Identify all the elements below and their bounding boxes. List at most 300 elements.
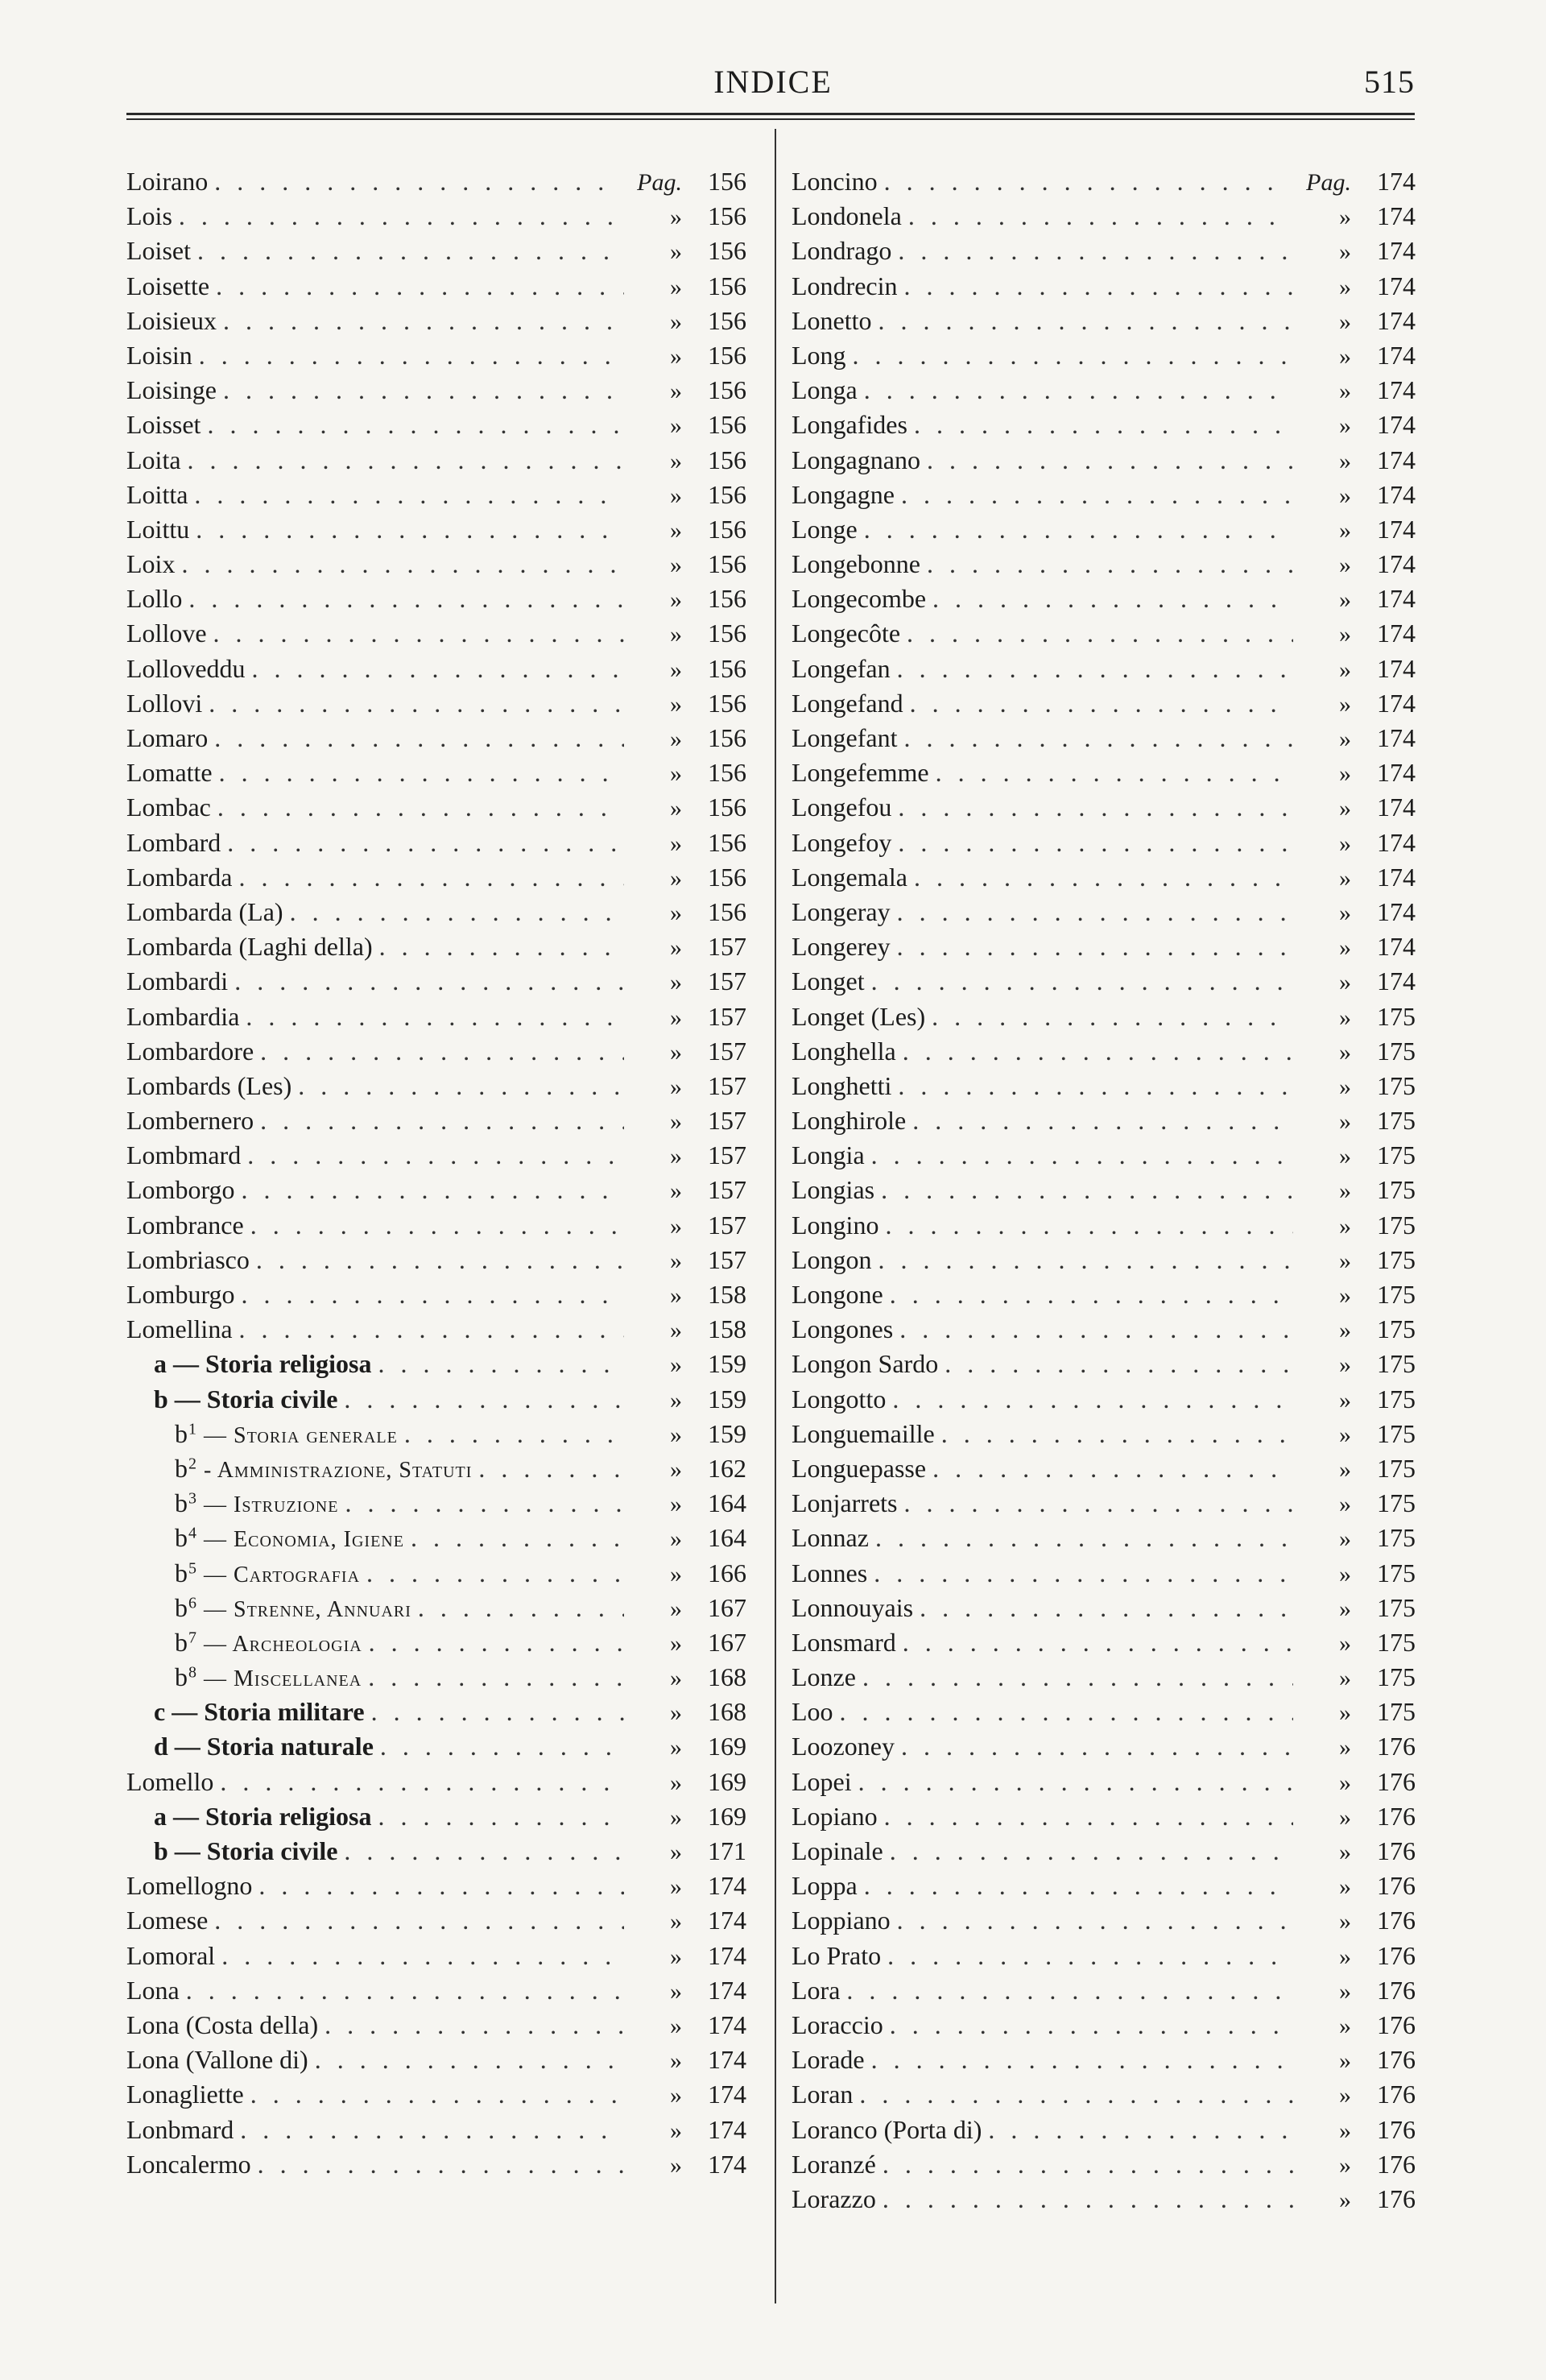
- index-entry: [126, 1277, 746, 1312]
- page-marker: »: [670, 1143, 682, 1170]
- page-reference: 159: [708, 1418, 746, 1448]
- entry-name: Loittu: [126, 514, 190, 544]
- leader-dots: [291, 1069, 624, 1103]
- index-entry: [126, 2147, 746, 2182]
- entry-name: Lomburgo: [126, 1280, 235, 1309]
- entry-name: a — Storia religiosa: [154, 1801, 372, 1831]
- index-entry: [126, 1695, 746, 1729]
- leader-dots: [876, 2182, 1293, 2217]
- page-marker: »: [670, 2047, 682, 2075]
- leader-dots: [896, 1034, 1293, 1069]
- index-entry: [126, 860, 746, 895]
- leader-dots: [362, 1625, 624, 1660]
- index-entry: [792, 1417, 1416, 1451]
- page-marker: »: [670, 2151, 682, 2179]
- page-reference: 156: [708, 201, 746, 231]
- leader-dots: [244, 2077, 624, 2112]
- leader-dots: [920, 443, 1293, 478]
- leader-dots: [891, 652, 1293, 686]
- index-entry: [792, 547, 1416, 582]
- entry-name: Loran: [792, 2080, 854, 2109]
- index-entry: [126, 1000, 746, 1034]
- leader-dots: [926, 582, 1293, 616]
- page-reference: 174: [708, 1871, 746, 1901]
- page-marker: »: [1339, 1560, 1351, 1587]
- entry-name: Lonnes: [792, 1558, 868, 1587]
- page-reference: 175: [1377, 1488, 1416, 1518]
- page-reference: 167: [708, 1592, 746, 1622]
- page-marker: »: [670, 308, 682, 335]
- index-entry: [792, 686, 1416, 721]
- entry-name: [175, 1486, 338, 1522]
- page-reference: 176: [1377, 1940, 1416, 1970]
- page-reference: 156: [708, 167, 746, 196]
- entry-name: Longafides: [792, 410, 907, 440]
- page-reference: 174: [1377, 862, 1416, 892]
- leader-dots: [362, 1660, 624, 1695]
- page-reference: 171: [708, 1836, 746, 1865]
- index-entry: [126, 304, 746, 338]
- page-marker: »: [670, 1386, 682, 1414]
- page-reference: 174: [1377, 584, 1416, 614]
- page-reference: 156: [708, 584, 746, 614]
- page-reference: 175: [1377, 1349, 1416, 1379]
- page-reference: 174: [1377, 514, 1416, 544]
- leader-dots: [208, 164, 621, 199]
- page-reference: 175: [1377, 1175, 1416, 1205]
- page-marker: »: [670, 621, 682, 648]
- entry-name: Longone: [792, 1280, 883, 1309]
- leader-dots: [906, 1103, 1293, 1138]
- page-reference: 176: [1377, 1871, 1416, 1901]
- page-reference: 176: [1377, 2045, 1416, 2075]
- leader-dots: [895, 478, 1293, 512]
- page-reference: 174: [1377, 896, 1416, 926]
- page-reference: 156: [708, 445, 746, 474]
- index-entry: [126, 1138, 746, 1173]
- entry-name: Lombac: [126, 793, 211, 822]
- page-marker: »: [670, 864, 682, 892]
- leader-dots: [209, 269, 624, 304]
- page-reference: 164: [708, 1523, 746, 1553]
- leader-dots: [878, 1208, 1293, 1243]
- entry-name: Lonetto: [792, 305, 872, 335]
- entry-name: Lomellogno: [126, 1871, 253, 1901]
- leader-dots: [207, 616, 624, 651]
- index-entry: [126, 1312, 746, 1347]
- page-marker: »: [670, 552, 682, 579]
- entry-name: Longhirole: [792, 1106, 907, 1136]
- entry-name: Loiset: [126, 236, 191, 266]
- page-reference: 174: [708, 2149, 746, 2179]
- index-entry: [792, 199, 1416, 234]
- index-entry: [126, 1451, 746, 1486]
- entry-name: Lomatte: [126, 758, 213, 788]
- leader-dots: [235, 1173, 624, 1207]
- index-column-right: [792, 164, 1416, 2217]
- leader-dots: [913, 1591, 1293, 1625]
- leader-dots: [213, 1765, 624, 1799]
- index-entry: [792, 338, 1416, 373]
- leader-dots: [891, 234, 1293, 268]
- page-marker: »: [670, 1595, 682, 1622]
- entry-name: Lona: [126, 1975, 180, 2005]
- entry-name: Loozoney: [792, 1732, 895, 1761]
- leader-dots: [935, 1417, 1293, 1451]
- entry-name: Lombriasco: [126, 1244, 250, 1274]
- page-marker: »: [1339, 1282, 1351, 1309]
- index-entry: [792, 1729, 1416, 1764]
- page-reference: 156: [708, 758, 746, 788]
- entry-name: Lonbmard: [126, 2114, 234, 2144]
- leader-dots: [337, 1834, 624, 1869]
- page-marker: »: [1339, 1491, 1351, 1518]
- entry-name: Long: [792, 340, 846, 370]
- leader-dots: [372, 1347, 625, 1381]
- entry-name: Longeray: [792, 896, 891, 926]
- leader-dots: [338, 1486, 624, 1521]
- entry-name: Loranzé: [792, 2149, 876, 2179]
- page-reference: 174: [708, 1906, 746, 1935]
- page-marker: »: [670, 899, 682, 926]
- page-marker: »: [1339, 795, 1351, 822]
- page-reference: 174: [1377, 305, 1416, 335]
- entry-name: d — Storia naturale: [154, 1732, 374, 1761]
- leader-dots: [200, 408, 624, 442]
- entry-name: Lombrance: [126, 1210, 244, 1240]
- entry-name: Longon: [792, 1244, 872, 1274]
- entry-name: b — Storia civile: [154, 1384, 338, 1414]
- page-reference: 157: [708, 966, 746, 996]
- index-entry: [126, 826, 746, 860]
- entry-name: Loisinge: [126, 375, 217, 405]
- entry-label: b: [175, 1453, 188, 1483]
- page-reference: 176: [1377, 1906, 1416, 1935]
- entry-label: b: [175, 1523, 188, 1553]
- index-entry: [792, 1799, 1416, 1834]
- index-entry: [126, 755, 746, 790]
- page-reference: 159: [708, 1349, 746, 1379]
- entry-label: b: [175, 1627, 188, 1657]
- entry-name: c — Storia militare: [154, 1697, 365, 1727]
- page-marker: »: [1339, 273, 1351, 300]
- entry-name: Loitta: [126, 479, 188, 509]
- page-reference: 176: [1377, 2149, 1416, 2179]
- leader-dots: [896, 1625, 1293, 1660]
- index-entry: [126, 1034, 746, 1069]
- page-marker: »: [1339, 1839, 1351, 1865]
- page-reference: 176: [1377, 2183, 1416, 2213]
- entry-name: Lollo: [126, 584, 183, 614]
- page-marker: »: [670, 1491, 682, 1518]
- page-marker: »: [670, 1873, 682, 1901]
- entry-name: Longefoy: [792, 827, 892, 857]
- page-reference: 156: [708, 549, 746, 579]
- page-marker: »: [670, 2117, 682, 2144]
- entry-name: Longefan: [792, 653, 891, 683]
- entry-name: Longefou: [792, 793, 892, 822]
- entry-name: Lombarda (La): [126, 896, 283, 926]
- entry-name: Lorazzo: [792, 2183, 876, 2213]
- page-reference: 156: [708, 305, 746, 335]
- leader-dots: [308, 2043, 624, 2077]
- index-entry: [792, 1208, 1416, 1243]
- entry-title: — Miscellanea: [197, 1666, 362, 1692]
- leader-dots: [893, 1312, 1293, 1347]
- index-entry: [792, 234, 1416, 268]
- leader-dots: [188, 478, 624, 512]
- entry-name: Longon Sardo: [792, 1349, 939, 1379]
- index-entry: [126, 652, 746, 686]
- page-marker: »: [1339, 1108, 1351, 1136]
- entry-name: Lonnouyais: [792, 1592, 914, 1622]
- page-marker: »: [1339, 308, 1351, 335]
- page-marker: »: [670, 934, 682, 962]
- leader-dots: [903, 686, 1293, 721]
- header-rule-thin: [126, 118, 1415, 120]
- page-reference: 175: [1377, 1453, 1416, 1483]
- page-marker: »: [670, 1525, 682, 1553]
- index-entry: [126, 1556, 746, 1591]
- leader-dots: [891, 790, 1293, 825]
- leader-dots: [840, 1973, 1293, 2008]
- page-marker: »: [1339, 482, 1351, 509]
- index-entry: [126, 1799, 746, 1834]
- page-marker: »: [670, 2012, 682, 2039]
- page-reference: 175: [1377, 1001, 1416, 1031]
- entry-name: Loncalermo: [126, 2149, 251, 2179]
- page-reference: 157: [708, 1106, 746, 1136]
- index-entry: [126, 234, 746, 268]
- page-reference: 176: [1377, 2080, 1416, 2109]
- index-entry: [126, 1660, 746, 1695]
- leader-dots: [241, 1138, 624, 1173]
- page-marker: »: [670, 1977, 682, 2005]
- page-marker: »: [1339, 2117, 1351, 2144]
- index-entry: [792, 1591, 1416, 1625]
- entry-name: Lombarda: [126, 862, 233, 892]
- entry-name: Longino: [792, 1210, 879, 1240]
- entry-name: [175, 1660, 362, 1696]
- page-reference: 176: [1377, 2010, 1416, 2039]
- page-marker: »: [670, 1629, 682, 1657]
- leader-dots: [895, 1729, 1293, 1764]
- index-entry: [792, 1556, 1416, 1591]
- index-entry: [126, 1382, 746, 1417]
- entry-name: Loncino: [792, 167, 878, 196]
- page-marker: »: [670, 1351, 682, 1379]
- page-marker: »: [1339, 204, 1351, 231]
- entry-name: Lombarda (Laghi della): [126, 932, 373, 962]
- page-reference: 156: [708, 723, 746, 752]
- index-entry: [126, 1103, 746, 1138]
- leader-dots: [902, 199, 1293, 234]
- page-marker: »: [670, 1943, 682, 1970]
- entry-superscript: 3: [188, 1489, 197, 1508]
- leader-dots: [172, 199, 624, 234]
- page-marker: »: [670, 238, 682, 266]
- index-entry: [126, 1729, 746, 1764]
- leader-dots: [876, 2147, 1293, 2182]
- index-column-left: [126, 164, 746, 2182]
- entry-superscript: 8: [188, 1663, 197, 1682]
- leader-dots: [472, 1451, 624, 1486]
- leader-dots: [250, 1243, 624, 1277]
- page-reference: 156: [708, 793, 746, 822]
- entry-name: Lollovi: [126, 688, 203, 718]
- leader-dots: [180, 1973, 624, 2008]
- index-entry: [792, 895, 1416, 929]
- entry-name: Lomaro: [126, 723, 209, 752]
- page-marker: »: [670, 1317, 682, 1344]
- page-reference: 175: [1377, 1697, 1416, 1727]
- index-entry: [126, 1939, 746, 1973]
- entry-name: Longhetti: [792, 1070, 892, 1100]
- leader-dots: [891, 1069, 1293, 1103]
- index-entry: [792, 1138, 1416, 1173]
- page-reference: 174: [1377, 723, 1416, 752]
- entry-name: Longefand: [792, 688, 903, 718]
- entry-superscript: 5: [188, 1559, 197, 1578]
- page-marker: »: [670, 586, 682, 614]
- index-entry: [126, 1417, 746, 1451]
- page-reference: 175: [1377, 1244, 1416, 1274]
- entry-name: Longecombe: [792, 584, 927, 614]
- entry-name: [175, 1625, 362, 1662]
- index-entry: [792, 1451, 1416, 1486]
- leader-dots: [404, 1521, 624, 1555]
- page-reference: 174: [708, 2114, 746, 2144]
- page-reference: 174: [1377, 375, 1416, 405]
- leader-dots: [867, 1556, 1293, 1591]
- entry-label: b: [175, 1488, 188, 1518]
- leader-dots: [891, 826, 1293, 860]
- entry-name: Lonagliette: [126, 2080, 244, 2109]
- page-marker: »: [670, 1038, 682, 1066]
- index-entry: [126, 1347, 746, 1381]
- entry-name: Lona (Costa della): [126, 2010, 319, 2039]
- entry-name: Loo: [792, 1697, 833, 1727]
- index-entry: [792, 1034, 1416, 1069]
- page-marker: »: [1339, 726, 1351, 752]
- index-entry: [126, 512, 746, 547]
- entry-name: Lomello: [126, 1766, 214, 1796]
- page-reference: 158: [708, 1314, 746, 1344]
- page-reference: 157: [708, 1175, 746, 1205]
- page-marker: »: [670, 204, 682, 231]
- index-entry: [792, 1869, 1416, 1903]
- page-reference: 175: [1377, 1627, 1416, 1657]
- index-entry: [126, 1973, 746, 2008]
- entry-name: [175, 1521, 404, 1557]
- entry-name: Loita: [126, 445, 181, 474]
- page-reference: 174: [1377, 932, 1416, 962]
- entry-title: — Storia generale: [197, 1422, 398, 1448]
- entry-name: Longe: [792, 514, 858, 544]
- leader-dots: [217, 304, 624, 338]
- page-reference: 174: [1377, 619, 1416, 648]
- entry-name: Longa: [792, 375, 858, 405]
- index-entry: [126, 373, 746, 408]
- index-entry: [126, 443, 746, 478]
- index-entry: [126, 582, 746, 616]
- leader-dots: [360, 1556, 624, 1591]
- index-entry: [792, 1660, 1416, 1695]
- index-entry: [792, 616, 1416, 651]
- entry-superscript: 1: [188, 1420, 197, 1438]
- leader-dots: [920, 547, 1293, 582]
- index-entry: [126, 1069, 746, 1103]
- entry-name: Longagnano: [792, 445, 920, 474]
- page-reference: 174: [1377, 271, 1416, 300]
- leader-dots: [246, 652, 624, 686]
- page-marker: »: [670, 1455, 682, 1483]
- entry-name: Longagne: [792, 479, 895, 509]
- leader-dots: [208, 721, 624, 755]
- entry-name: Longia: [792, 1140, 865, 1170]
- page-reference: 174: [1377, 653, 1416, 683]
- leader-dots: [852, 1765, 1293, 1799]
- page-marker: »: [1339, 1073, 1351, 1100]
- leader-dots: [373, 929, 624, 964]
- index-entry: [126, 686, 746, 721]
- index-entry: [792, 2182, 1416, 2217]
- page-reference: 174: [1377, 758, 1416, 788]
- page-marker: »: [1339, 1525, 1351, 1553]
- entry-name: Loisin: [126, 340, 192, 370]
- page-marker: »: [1339, 656, 1351, 683]
- entry-name: Lomborgo: [126, 1175, 235, 1205]
- leader-dots: [234, 2113, 624, 2147]
- page-reference: 169: [708, 1732, 746, 1761]
- leader-dots: [251, 2147, 624, 2182]
- page-reference: 156: [708, 271, 746, 300]
- page-reference: 174: [708, 2010, 746, 2039]
- page-marker: »: [670, 378, 682, 405]
- entry-name: Loirano: [126, 167, 209, 196]
- index-entry: [792, 2113, 1416, 2147]
- leader-dots: [211, 790, 624, 825]
- page-marker: »: [670, 1282, 682, 1309]
- entry-name: Loix: [126, 549, 176, 579]
- entry-name: Lo Prato: [792, 1940, 882, 1970]
- page-marker: »: [1339, 1038, 1351, 1066]
- index-entry: [126, 1591, 746, 1625]
- page-marker: »: [1339, 1699, 1351, 1727]
- entry-name: [175, 1417, 398, 1453]
- page-marker: Pag.: [1306, 169, 1351, 196]
- index-entry: [792, 1347, 1416, 1381]
- index-entry: [792, 1521, 1416, 1555]
- page-reference: 174: [1377, 793, 1416, 822]
- page-reference: 175: [1377, 1418, 1416, 1448]
- page-reference: 175: [1377, 1140, 1416, 1170]
- leader-dots: [856, 1660, 1293, 1695]
- index-entry: [126, 964, 746, 999]
- entry-title: — Archeologia: [197, 1631, 362, 1657]
- page-reference: 156: [708, 653, 746, 683]
- index-entry: [126, 895, 746, 929]
- leader-dots: [891, 895, 1293, 929]
- page-reference: 175: [1377, 1592, 1416, 1622]
- leader-dots: [213, 755, 624, 790]
- leader-dots: [853, 2077, 1293, 2112]
- entry-name: Longebonne: [792, 549, 920, 579]
- leader-dots: [228, 964, 624, 999]
- entry-name: Longefemme: [792, 758, 929, 788]
- page-marker: »: [1339, 516, 1351, 544]
- entry-name: Longet (Les): [792, 1001, 926, 1031]
